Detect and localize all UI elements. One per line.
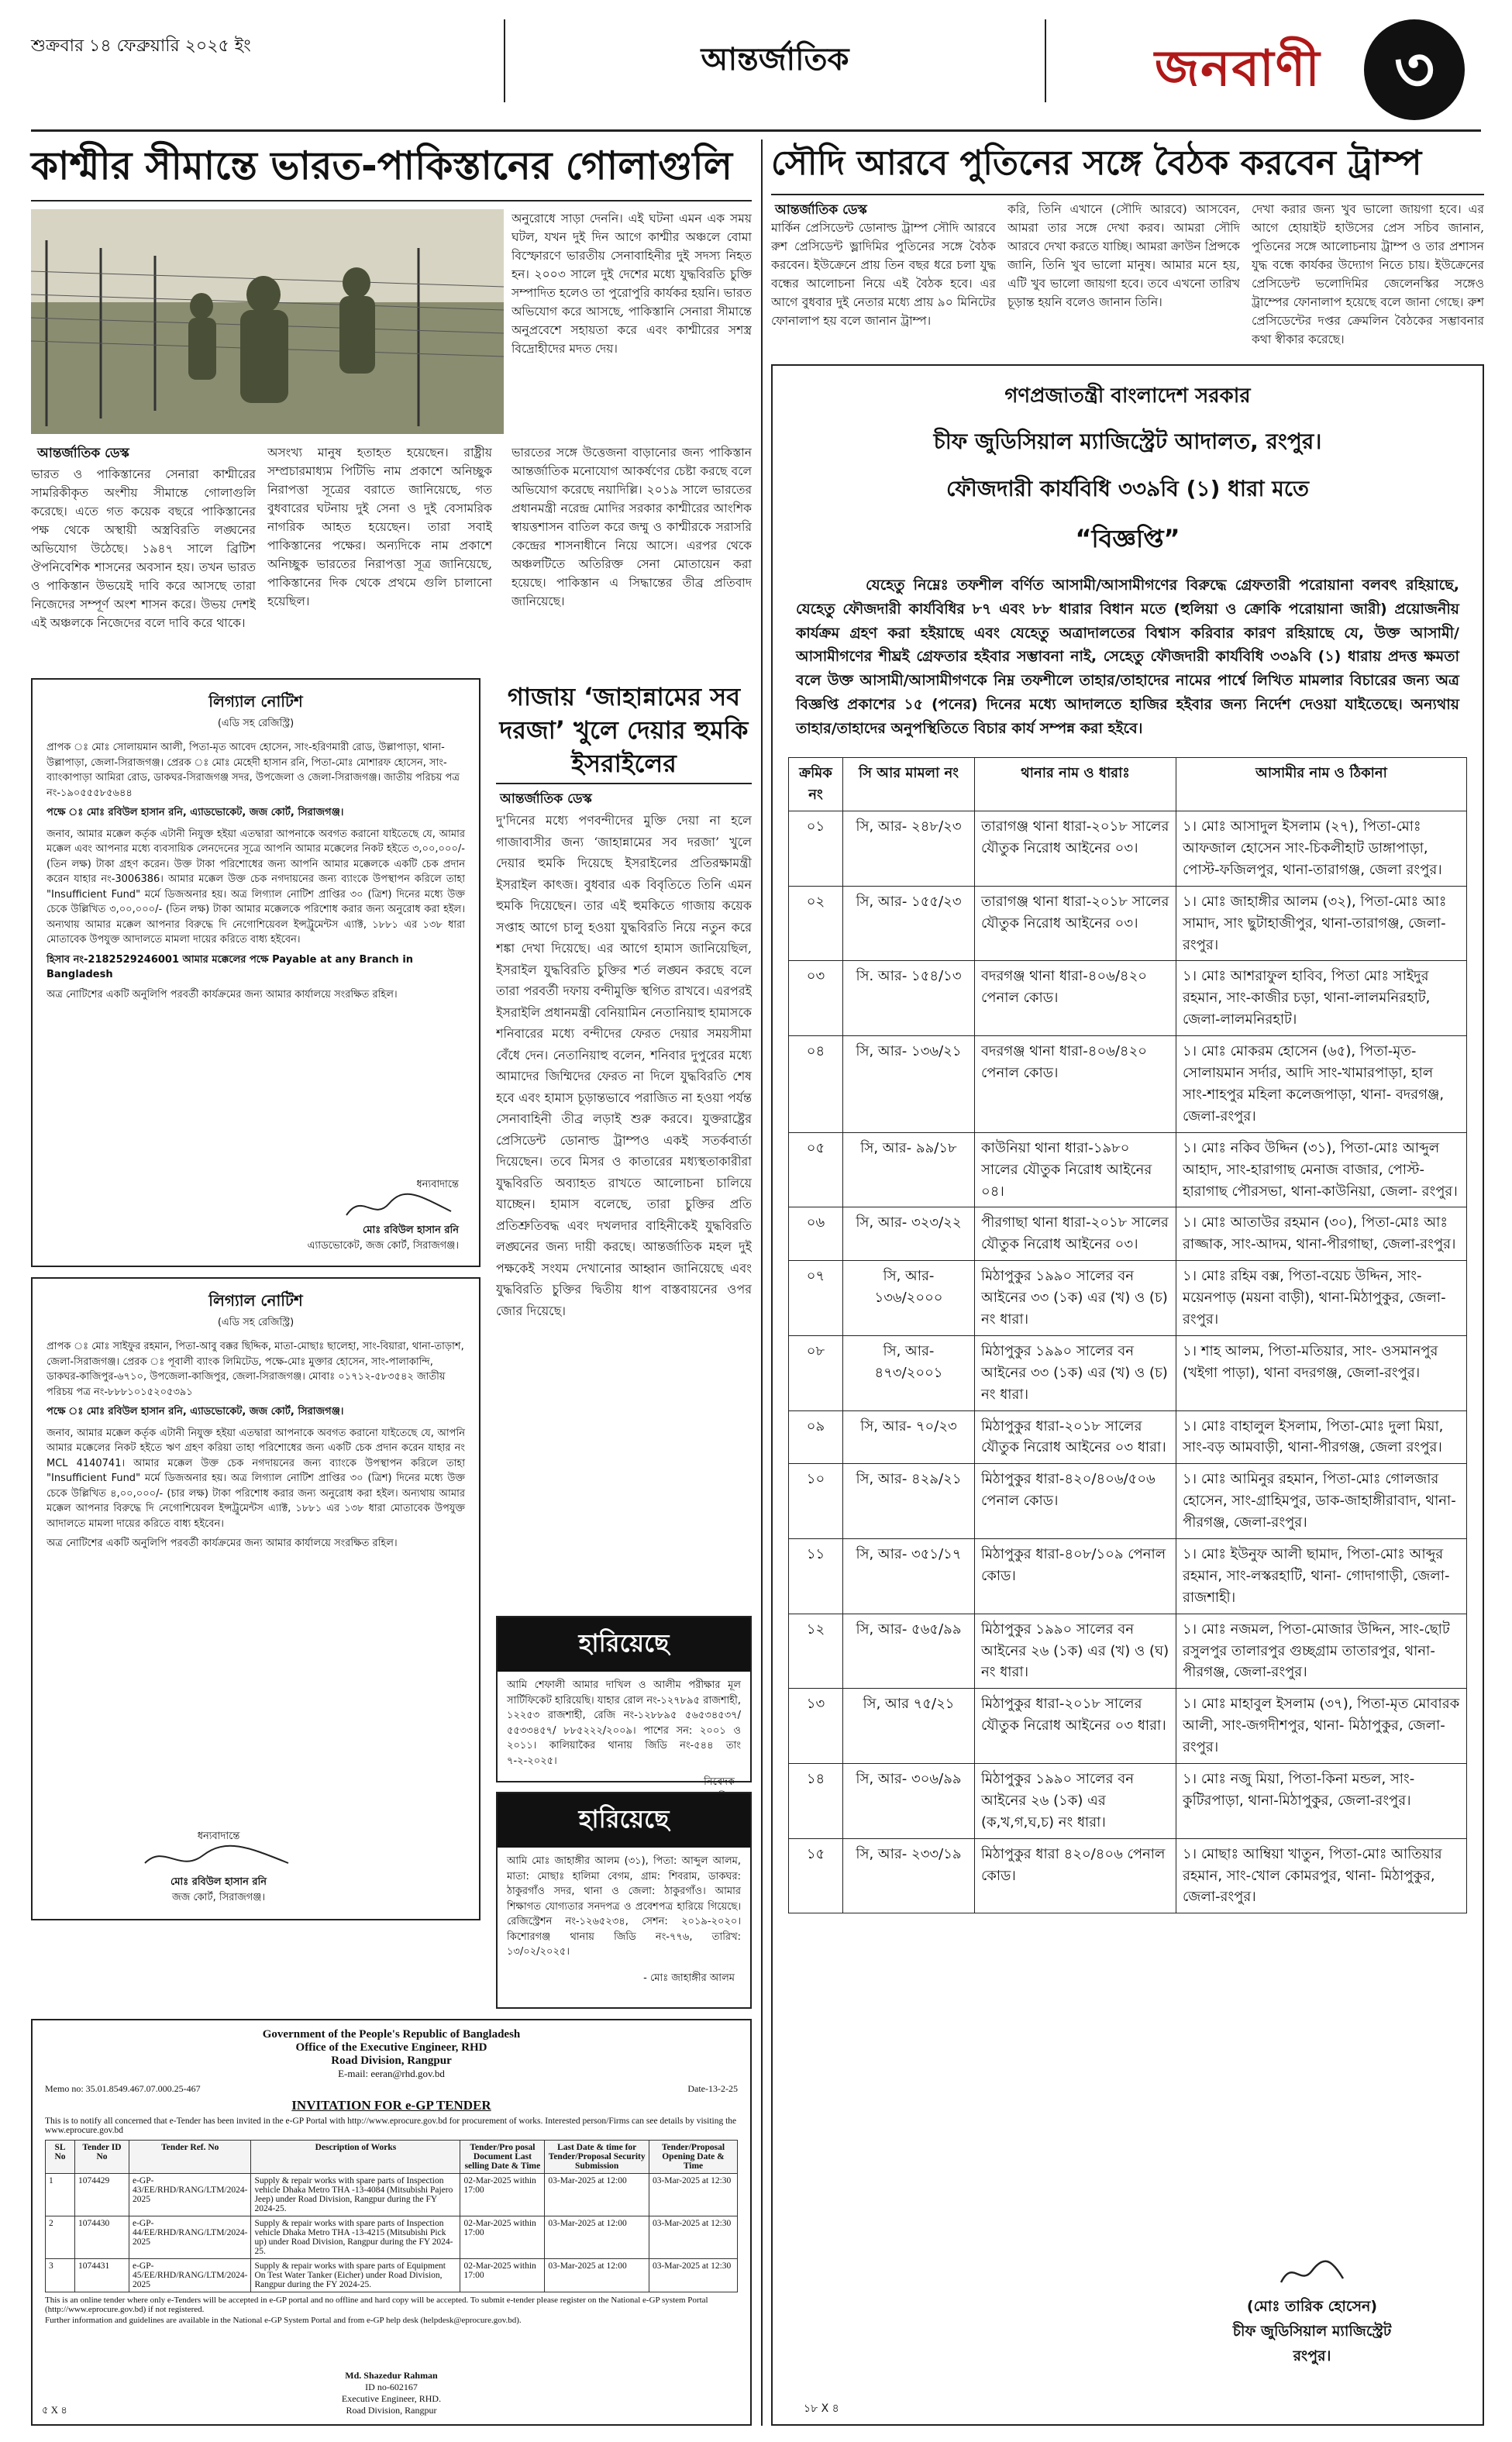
court-table [788,757,1467,1913]
legal1-signature [308,1177,459,1254]
lost2-body: আমি মোঃ জাহাঙ্গীর আলম (৩১), পিতা: আব্দুল আলম, মাতা: মোছাঃ হালিমা বেগম, গ্রাম: শিবরাম, ডাকঘর: ঠাকুরগাঁও সদর, থানা ও জেলা: ঠাকুরগাঁও। আমার শিক্ষাগত যোগ্যতার সনদপত্র ও প্রবেশপত্র হারিয়ে গিয়েছে। রেজিস্ট্রেশন নং-১২৬৫২৩৪, সেশন: ২০১৯-২০২০। কিশোরগঞ্জ থানায় জিডি নং-৭৭৬, তারিখ: ১৩/০২/২০২৫। [507,1855,741,1958]
col-header: Tender/Proposal Opening Date & Time [649,2141,737,2174]
tender-sign-role: Executive Engineer, RHD. [341,2393,442,2404]
col-header: Tender Ref. No [129,2141,251,2174]
cell-accused: ১। মোঃ আমিনুর রহমান, পিতা-মোঃ গোলজার হোসেন, সাং-গ্রাহিমপুর, ডাক-জাহাঙ্গীরাবাদ, থানা-পীরগঞ্জ, জেলা-রংপুর। [1176,1464,1467,1539]
tender-cell: Supply & repair works with spare parts of Inspection vehicle Dhaka Metro THA -13-4215 (Mitsubishi Pick up) under Road Division, Rangpur during the FY 2024-25. [251,2216,460,2259]
tender-cell: 1074429 [75,2174,129,2216]
cell-thana: মিঠাপুকুর ১৯৯০ সালের বন আইনের ৩৩ (১ক) এর (খ) ও (চ) নং ধারা। [975,1335,1176,1410]
sig-title: চীফ জুডিসিয়াল ম্যাজিস্ট্রেট [1232,2323,1392,2340]
table-row [46,2174,738,2216]
cell-sl: ০৬ [789,1207,843,1261]
tender-table-header [46,2141,738,2174]
kashmir-desk: আন্তর্জাতিক ডেস্ক [37,446,129,461]
cell-thana: বদরগঞ্জ থানা ধারা-৪০৬/৪২০ পেনাল কোড। [975,1036,1176,1133]
cell-sl: ০৯ [789,1410,843,1464]
saudi-col1: মার্কিন প্রেসিডেন্ট ডোনাল্ড ট্রাম্প সৌদি আরবে রুশ প্রেসিডেন্ট ভ্লাদিমির পুতিনের সঙ্গে বৈঠক করবেন। ইউক্রেনে প্রায় তিন বছর ধরে চলা যুদ্ধ বন্ধের আলোচনা নিয়ে এই বৈঠক হবে। এর আগে বুধবার দুই নেতার মধ্যে প্রায় ৯০ মিনিটের ফোনালাপ হয় বলে জানান ট্রাম্প। [771,221,996,329]
court-notice [771,364,1484,2426]
table-row [789,1410,1467,1464]
cell-accused: ১। মোঃ আশরাফুল হাবিব, পিতা মোঃ সাইদুর রহমান, সাং-কাজীর চড়া, থানা-লালমনিরহাট, জেলা-লালমনিরহাট। [1176,961,1467,1036]
tender-cell: 1074430 [75,2216,129,2259]
cell-cr: সি, আর- ৯৯/১৮ [843,1132,975,1207]
tender-intro: This is to notify all concerned that e-Tender has been invited in the e-GP Portal with http://www.eprocure.gov.bd for procurement of works. Interested person/Firms can see details by visiting the www.eprocure.gov.bd [45,2117,737,2135]
tender-division: Road Division, Rangpur [331,2055,452,2067]
legal1-via: পক্ষে ঃ মোঃ রবিউল হাসান রনি, এ্যাডভোকেট, জজ কোর্ট, সিরাজগঞ্জ। [46,807,344,818]
table-row [789,1538,1467,1614]
lost-notice-1 [496,1616,752,1788]
tender-cell: e-GP-43/EE/RHD/RANG/LTM/2024-2025 [129,2174,251,2216]
tender-signature [342,2370,441,2416]
cell-sl: ১৩ [789,1689,843,1764]
divider [496,783,752,784]
cell-accused: ১। মোঃ নজমল, পিতা-মোজার উদ্দিন, সাং-ছোট রসুলপুর তালারপুর গুচ্ছগ্রাম তাতারপুর, থানা-পীরগঞ্জ, জেলা-রংপুর। [1176,1614,1467,1689]
divider [31,200,752,201]
tender-office: Office of the Executive Engineer, RHD [295,2041,487,2054]
legal1-parties: প্রাপক ঃ মোঃ সোলায়মান আলী, পিতা-মৃত আবেদ হোসেন, সাং-হরিণমারী রোড, উল্লাপাড়া, থানা-উল্লাপাড়া, জেলা-সিরাজগঞ্জ। প্রেরক ঃ মোঃ মেহেদী হাসান রনি, পিতা-মোঃ মোশারফ হোসেন, সাং-ব্যাংকাপাড়া আমিরা রোড, ডাকঘর-সিরাজগঞ্জ সদর, উপজেলা ও জেলা-সিরাজগঞ্জ। জাতীয় পরিচয় পত্র নং-১৯০৫৫৫৮৫৬৪৪ [46,742,460,799]
cell-cr: সি, আর- ৭০/২৩ [843,1410,975,1464]
sig-place: রংপুর। [1293,2347,1331,2365]
kashmir-col3: অসংখ্য মানুষ হতাহত হয়েছেন। রাষ্ট্রীয় সম্প্রচারমাধ্যম পিটিভি নাম প্রকাশে অনিচ্ছুক নিরাপত্তা সূত্রের বরাতে জানিয়েছে, গত বুধবারের ঘটনায় দুই সেনা ও দুই বেসামরিক নাগরিক আহত হয়েছেন। তারা সবাই পাকিস্তানের পক্ষের। অন্যদিকে নাম প্রকাশে অনিচ্ছুক ভারতের নিরাপত্তা সূত্র জানিয়েছে, পাকিস্তানের দিক থেকে প্রথমে গুলি চালানো হয়েছিল। [267,446,492,609]
size-tag: ১৮ X ৪ [804,2402,839,2415]
table-row [789,1614,1467,1689]
cell-cr: সি, আর- ১৩৬/২০০০ [843,1261,975,1336]
lost1-bar: হারিয়েছে [498,1617,750,1672]
court-gov: গণপ্রজাতন্ত্রী বাংলাদেশ সরকার [1004,384,1251,408]
size-tag: ৫ X ৪ [42,2404,67,2416]
cell-thana: পীরগাছা থানা ধারা-২০১৮ সালের যৌতুক নিরোধ আইনের ০৩। [975,1207,1176,1261]
saudi-headline: সৌদি আরবে পুতিনের সঙ্গে বৈঠক করবেন ট্রাম্প [771,143,1422,183]
cell-thana: বদরগঞ্জ থানা ধারা-৪০৬/৪২০ পেনাল কোড। [975,961,1176,1036]
tender-cell: 3 [46,2259,75,2292]
legal1-body: জনাব, আমার মক্কেল কর্তৃক এটানী নিযুক্ত হইয়া এতদ্বারা আপনাকে অবগত করানো যাইতেছে যে, আমার মক্কেল এবং আপনার মধ্যে ব্যবসায়িক লেনদেনের সূত্রে আপনি আমার মক্কেলের নিকট হইতে ৩,০০,০০০/- (তিন লক্ষ) টাকা গ্রহণ করেন। উক্ত টাকা পরিশোধের জন্য আপনি আমার মক্কেলকে একটি চেক প্রদান করেন যাহার নং-3006386। আমার মক্কেল উক্ত চেক নগদায়নের জন্য ব্যাংকে উপস্থাপন করিলে তাহা "Insufficient Fund" মর্মে ডিজঅনার হয়। অত্র লিগ্যাল নোটিশ প্রাপ্তির ৩০ (ত্রিশ) দিনের মধ্যে উক্ত চেকে উল্লিখিত ৩,০০,০০০/- (তিন লক্ষ) টাকা আমার মক্কেলকে পরিশোধ করার জন্য অনুরোধ করা হইল। অন্যথায় আমার মক্কেল আপনার বিরুদ্ধে দি নেগোশিয়েবল ইন্সট্রুমেন্টস এ্যাক্ট, ১৮৮১ এর ১৩৮ ধারা মোতাবেক উপযুক্ত আদালতে মামলা দায়ের করিতে বাধ্য হইবেন। [46,828,465,945]
cell-thana: কাউনিয়া থানা ধারা-১৯৮০ সালের যৌতুক নিরোধ আইনের ০৪। [975,1132,1176,1207]
cell-cr: সি, আর- ৩০৬/৯৯ [843,1763,975,1838]
cell-sl: ০৮ [789,1335,843,1410]
court-table-header [789,758,1467,811]
issue-date: শুক্রবার ১৪ ফেব্রুয়ারি ২০২৫ ইং [31,36,251,56]
cell-accused: ১। মোছাঃ আম্বিয়া খাতুন, পিতা-মোঃ আতিয়ার রহমান, সাং-খোল কোমরপুর, থানা- মিঠাপুকুর, জেলা-রংপুর। [1176,1838,1467,1913]
signature-scribble [141,1844,296,1875]
cell-accused: ১। মোঃ আতাউর রহমান (৩০), পিতা-মোঃ আঃ রাজ্জাক, সাং-আদম, থানা-পীরগাছা, জেলা-রংপুর। [1176,1207,1467,1261]
cell-sl: ০১ [789,811,843,887]
col-header: Last Date & time for Tender/Proposal Security Submission [545,2141,649,2174]
tender-table-body [46,2174,738,2292]
legal1-closing: অত্র নোটিশের একটি অনুলিপি পরবর্তী কার্যক্রমের জন্য আমার কার্যালয়ে সংরক্ষিত রহিল। [46,988,398,1001]
cell-cr: সি, আর- ৫৬৫/৯৯ [843,1614,975,1689]
legal2-sub: (এডি সহ রেজিস্ট্রি) [217,1317,294,1328]
tender-table [45,2140,738,2292]
cell-cr: সি, আর- ১৫৫/২৩ [843,886,975,961]
cell-thana: তারাগঞ্জ থানা ধারা-২০১৮ সালের যৌতুক নিরোধ আইনের ০৩। [975,886,1176,961]
tender-cell: 03-Mar-2025 at 12:00 [545,2259,649,2292]
table-row [789,1335,1467,1410]
page-number: ৩ [1364,19,1465,120]
cell-accused: ১। মোঃ মাহাবুল ইসলাম (৩৭), পিতা-মৃত মোবারক আলী, সাং-জগদীশপুর, থানা- মিঠাপুকুর, জেলা-রংপুর। [1176,1689,1467,1764]
cell-thana: মিঠাপুকুর ধারা-২০১৮ সালের যৌতুক নিরোধ আইনের ০৩ ধারা। [975,1689,1176,1764]
cell-thana: মিঠাপুকুর ১৯৯০ সালের বন আইনের ২৬ (১ক) এর (খ) ও (ঘ) নং ধারা। [975,1614,1176,1689]
col-header: ক্রমিক নং [789,758,843,811]
saudi-col2: করি, তিনি এখানে (সৌদি আরবে) আসবেন, আমরা তার সঙ্গে দেখা করব। আমরা সৌদি আরবে দেখা করতে যাচ্ছি। আমরা ক্রাউন প্রিন্সকে জানি, তিনি খুব ভালো মানুষ। আমার মনে হয়, এটি খুব ভালো জায়গা হবে। তবে এখনো তারিখ চূড়ান্ত হয়নি বলেও জানান তিনি। [1007,202,1240,310]
brand-logo: জনবাণী [1155,40,1321,98]
legal-notice-2 [31,1277,480,1920]
tender-title: INVITATION FOR e-GP TENDER [291,2098,491,2113]
tender-cell: e-GP-44/EE/RHD/RANG/LTM/2024-2025 [129,2216,251,2259]
col-header: Tender ID No [75,2141,129,2174]
tender-cell: 03-Mar-2025 at 12:30 [649,2259,737,2292]
cell-thana: তারাগঞ্জ থানা ধারা-২০১৮ সালের যৌতুক নিরোধ আইনের ০৩। [975,811,1176,887]
cell-sl: ০৫ [789,1132,843,1207]
cell-accused: ১। শাহ আলম, পিতা-মতিয়ার, সাং- ওসমানপুর (খইগা পাড়া), থানা বদরগঞ্জ, জেলা-রংপুর। [1176,1335,1467,1410]
cell-cr: সি, আর- ২৪৮/২৩ [843,811,975,887]
col-header: থানার নাম ও ধারাঃ [975,758,1176,811]
table-row [789,1838,1467,1913]
legal-notice-1 [31,678,480,1267]
legal1-sign-label: ধন্যবাদান্তে [416,1178,459,1190]
tender-sign-div: Road Division, Rangpur [346,2405,437,2416]
table-row [789,1132,1467,1207]
court-table-wrap [788,757,1467,1913]
tender-cell: 1074431 [75,2259,129,2292]
col-header: Tender/Pro posal Document Last selling Date & Time [460,2141,545,2174]
cell-thana: মিঠাপুকুর ধারা-২০১৮ সালের যৌতুক নিরোধ আইনের ০৩ ধারা। [975,1410,1176,1464]
court-section: ফৌজদারী কার্যবিধি ৩৩৯বি (১) ধারা মতে [945,476,1310,501]
cell-cr: সি, আর- ১৩৬/২১ [843,1036,975,1133]
cell-accused: ১। মোঃ জাহাঙ্গীর আলম (৩২), পিতা-মোঃ আঃ সামাদ, সাং ছুটাহাজীপুর, থানা-তারাগঞ্জ, জেলা-রংপুর। [1176,886,1467,961]
cell-cr: সি, আর ৭৫/২১ [843,1689,975,1764]
cell-sl: ১৫ [789,1838,843,1913]
lost2-sign: - মোঃ জাহাঙ্গীর আলম [643,1972,735,1984]
divider [771,194,1484,195]
tender-notice [31,2019,752,2426]
border-patrol-photo [31,209,504,434]
cell-cr: সি, আর- ২৩৩/১৯ [843,1838,975,1913]
tender-cell: 03-Mar-2025 at 12:30 [649,2174,737,2216]
cell-sl: ০৪ [789,1036,843,1133]
kashmir-col1: ভারত ও পাকিস্তানের সেনারা কাশ্মীরের সামরিকীকৃত অংশীয় সীমান্তে গোলাগুলি করেছে। এতে গত কয়েক বছরে পাকিস্তানের পক্ষ থেকে অস্থায়ী অস্ত্রবিরতি লঙ্ঘনের অভিযোগ উঠেছে। ১৯৪৭ সালে ব্রিটিশ ঔপনিবেশিক শাসনের অবসান হয়। তখন ভারত ও পাকিস্তান উভয়েই দাবি করে আসছে তারা নিজেদের সম্পূর্ণ অংশ শাসন করে। উভয় দেশই এই অঞ্চলকে নিজেদের বলে দাবি করে থাকে। [31,467,256,631]
cell-sl: ১৪ [789,1763,843,1838]
cell-cr: সি, আর- ৩২৩/২২ [843,1207,975,1261]
legal1-account: হিসাব নং-2182529246001 আমার মক্কেলের পক্ষে Payable at any Branch in Bangladesh [46,953,414,980]
cell-sl: ০২ [789,886,843,961]
table-row [789,1207,1467,1261]
legal2-body: জনাব, আমার মক্কেল কর্তৃক এটানী নিযুক্ত হইয়া এতদ্বারা আপনাকে অবগত করানো যাইতেছে যে, আপনি আমার মক্কেলের নিকট হইতে ঋণ গ্রহণ করিয়া তাহা পরিশোধের জন্য একটি চেক প্রদান করেন যাহার নং MCL 4140741। আমার মক্কেল উক্ত চেক নগদায়নের জন্য ব্যাংকে উপস্থাপন করিলে তাহা "Insufficient Fund" মর্মে ডিজঅনার হয়। অত্র লিগ্যাল নোটিশ প্রাপ্তির ৩০ (ত্রিশ) দিনের মধ্যে উক্ত চেকে উল্লিখিত ৪,০০,০০০/- (চার লক্ষ) টাকা পরিশোধ করার জন্য অনুরোধ করা হইল। অন্যথায় আমার মক্কেল আপনার বিরুদ্ধে দি নেগোশিয়েবল ইন্সট্রুমেন্টস এ্যাক্ট, ১৮৮১ এর ১৩৮ ধারা মোতাবেক উপযুক্ত আদালতে মামলা দায়ের করিতে বাধ্য হইবেন। [46,1427,465,1530]
gaza-body: দু'দিনের মধ্যে পণবন্দীদের মুক্তি দেয়া না হলে গাজাবাসীর জন্য ‘জাহান্নামের সব দরজা’ খুলে দেয়ার হুমকি দিয়েছে ইসরাইলের প্রতিরক্ষামন্ত্রী ইসরাইল কাৎজ। বুধবার এক বিবৃতিতে তিনি এমন হুমকি দিয়েছেন। তার এই হুমকিতে গাজায় কয়েক সপ্তাহ আগে চালু হওয়া যুদ্ধবিরতি নিয়ে নতুন করে শঙ্কা দেখা দিয়েছে। এর আগে হামাস জানিয়েছিল, ইসরাইল যুদ্ধবিরতি চুক্তির শর্ত লঙ্ঘন করছে বলে তারা পরবর্তী দফায় বন্দীমুক্তি স্থগিত রাখবে। এরপরই ইসরাইলি প্রধানমন্ত্রী বেনিয়ামিন নেতানিয়াহু হামাসকে শনিবারের মধ্যে বন্দীদের ফেরত দেয়ার সময়সীমা বেঁধে দেন। নেতানিয়াহু বলেন, শনিবার দুপুরের মধ্যে আমাদের জিম্মিদের ফেরত না দিলে যুদ্ধবিরতি শেষ হবে এবং হামাস চূড়ান্তভাবে পরাজিত না হওয়া পর্যন্ত সেনাবাহিনী তীব্র লড়াই শুরু করবে। যুক্তরাষ্ট্রের প্রেসিডেন্ট ডোনাল্ড ট্রাম্পও একই সতর্কবার্তা দিয়েছেন। তবে মিসর ও কাতারের মধ্যস্থতাকারীরা যুদ্ধবিরতি অব্যাহত রাখতে আলোচনা চালিয়ে যাচ্ছেন। হামাস বলেছে, তারা চুক্তির প্রতি প্রতিশ্রুতিবদ্ধ এবং দখলদার বাহিনীকেই যুদ্ধবিরতি লঙ্ঘনের জন্য দায়ী করছে। আন্তর্জাতিক মহল দুই পক্ষকেই সংযম দেখানোর আহ্বান জানিয়েছে এবং যুদ্ধবিরতি চুক্তির দ্বিতীয় ধাপ বাস্তবায়নের ওপর জোর দিয়েছে। [496,813,752,1318]
cell-accused: ১। মোঃ নজু মিয়া, পিতা-কিনা মন্ডল, সাং- কুটিরপাড়া, থানা-মিঠাপুকুর, জেলা-রংপুর। [1176,1763,1467,1838]
cell-thana: মিঠাপুকুর ১৯৯০ সালের বন আইনের ৩৩ (১ক) এর (খ) ও (চ) নং ধারা। [975,1261,1176,1336]
court-title: “বিজ্ঞপ্তি” [1075,524,1180,553]
cell-thana: মিঠাপুকুর ধারা-৪০৮/১০৯ পেনাল কোড। [975,1538,1176,1614]
tender-cell: 02-Mar-2025 within 17:00 [460,2259,545,2292]
cell-accused: ১। মোঃ বাহালুল ইসলাম, পিতা-মোঃ দুলা মিয়া, সাং-বড় আমবাড়ী, থানা-পীরগঞ্জ, জেলা রংপুর। [1176,1410,1467,1464]
section-title: আন্তর্জাতিক [504,19,1046,102]
court-signature [1188,2255,1436,2370]
cell-cr: সি, আর- ৪৭৩/২০০১ [843,1335,975,1410]
signature-scribble [1277,2255,1347,2291]
kashmir-col2: অনুরোধে সাড়া দেননি। এই ঘটনা এমন এক সময় ঘটল, যখন দুই দিন আগে কাশ্মীর অঞ্চলে বোমা বিস্ফোরণে ভারতীয় সেনাবাহিনীর দুই সদস্য নিহত হন। ২০০৩ সালে দুই দেশের মধ্যে যুদ্ধবিরতি চুক্তি সম্পাদিত হলেও তা পুরোপুরি কার্যকর হয়নি। ভারত অভিযোগ করে আসছে, পাকিস্তানি সেনারা সীমান্তে অনুপ্রবেশে সহায়তা করে এবং কাশ্মীরের সশস্ত্র বিদ্রোহীদের মদত দেয়। [511,212,752,356]
legal2-signature [141,1829,296,1906]
legal1-sub: (এডি সহ রেজিস্ট্রি) [217,718,294,729]
tender-cell: 03-Mar-2025 at 12:30 [649,2216,737,2259]
tender-cell: 02-Mar-2025 within 17:00 [460,2216,545,2259]
lost2-bar: হারিয়েছে [498,1793,750,1848]
tender-date: Date-13-2-25 [687,2083,738,2094]
table-row [789,1261,1467,1336]
court-table-body [789,811,1467,1913]
lost1-sign-label: নিবেদক [704,1776,735,1788]
col-header: আসামীর নাম ও ঠিকানা [1176,758,1467,811]
table-row [789,886,1467,961]
cell-accused: ১। মোঃ আসাদুল ইসলাম (২৭), পিতা-মোঃ আফজাল হোসেন সাং-চিকলীহাট ডাঙ্গাপাড়া, পোস্ট-ফজিলপুর, থানা-তারাগঞ্জ, জেলা রংপুর। [1176,811,1467,887]
cell-sl: ০৩ [789,961,843,1036]
lost-notice-2 [496,1792,752,2009]
cell-sl: ১০ [789,1464,843,1539]
column-rule [761,139,763,2426]
legal2-sign-name: মোঃ রবিউল হাসান রনি [170,1876,267,1888]
legal2-via: পক্ষে ঃ মোঃ রবিউল হাসান রনি, এ্যাডভোকেট, জজ কোর্ট, সিরাজগঞ্জ। [46,1406,344,1417]
court-name: চীফ জুডিসিয়াল ম্যাজিস্ট্রেট আদালত, রংপুর। [933,429,1322,454]
lost1-body: আমি শেফালী আমার দাখিল ও আলীম পরীক্ষার মূল সার্টিফিকেট হারিয়েছি। যাহার রোল নং-১২৭৮৯৫ রাজশাহী, ১২২৫৩ রাজশাহী, রেজি নং-১২৮৮৯৫ ৫৬৫৩৪৫৩৭/ ৫৫৩৩৪৫৭/ ৮৮৫২২২/২০০৯। পাশের সন: ২০০১ ও ২০১১। কালিয়াকৈর থানায় জিডি নং-৫৪৪ তাং ৭-২-২০২৫। [507,1679,741,1767]
cell-sl: ০৭ [789,1261,843,1336]
signature-scribble [308,1192,459,1223]
col-header: Description of Works [251,2141,460,2174]
tender-cell: Supply & repair works with spare parts of Equipment On Test Water Tanker (Eicher) under Road Division, Rangpur during the FY 2024-25. [251,2259,460,2292]
cell-thana: মিঠাপুকুর ধারা ৪২০/৪০৬ পেনাল কোড। [975,1838,1176,1913]
cell-accused: ১। মোঃ নকিব উদ্দিন (৩১), পিতা-মোঃ আব্দুল আহাদ, সাং-হারাগাছ মেনাজ বাজার, পোস্ট- হারাগাছ পৌরসভা, থানা-কাউনিয়া, জেলা- রংপুর। [1176,1132,1467,1207]
masthead [31,15,1481,132]
saudi-desk: আন্তর্জাতিক ডেস্ক [775,202,867,218]
table-row [789,1763,1467,1838]
cell-sl: ১২ [789,1614,843,1689]
tender-cell: 02-Mar-2025 within 17:00 [460,2174,545,2216]
tender-cell: 1 [46,2174,75,2216]
cell-accused: ১। মোঃ ইউনুফ আলী ছামাদ, পিতা-মোঃ আব্দুর রহমান, সাং-লস্করহাটি, থানা- গোদাগাড়ী, জেলা-রাজশাহী। [1176,1538,1467,1614]
cell-accused: ১। মোঃ মোকরম হোসেন (৬৫), পিতা-মৃত- সোলায়মান সর্দার, আদি সাং-খামারপাড়া, হাল সাং-শাহপুর মহিলা কলেজপাড়া, থানা- বদরগঞ্জ, জেলা-রংপুর। [1176,1036,1467,1133]
col-header: সি আর মামলা নং [843,758,975,811]
tender-memo-row [45,2083,738,2095]
col-header: SL No [46,2141,75,2174]
tender-cell: 2 [46,2216,75,2259]
cell-thana: মিঠাপুকুর ধারা-৪২০/৪০৬/৫০৬ পেনাল কোড। [975,1464,1176,1539]
tender-cell: 03-Mar-2025 at 12:00 [545,2216,649,2259]
tender-further: Further information and guidelines are available in the National e-GP System Portal and from e-GP help desk (helpdesk@eprocure.gov.bd). [45,2316,522,2325]
sig-name: (মোঃ তারিক হোসেন) [1246,2298,1378,2315]
table-row [789,1689,1467,1764]
cell-sl: ১১ [789,1538,843,1614]
cell-accused: ১। মোঃ রহিম বক্স, পিতা-বয়েচ উদ্দিন, সাং- ময়েনপাড় (ময়না বাড়ী), থানা-মিঠাপুকুর, জেলা-রংপুর। [1176,1261,1467,1336]
tender-gov: Government of the People's Republic of Bangladesh [262,2028,521,2041]
legal2-sign-role: জজ কোর্ট, সিরাজগঞ্জ। [171,1891,265,1903]
legal2-sign-label: ধন্যবাদান্তে [197,1830,240,1842]
tender-note: This is an online tender where only e-Tenders will be accepted in e-GP portal and no offline and hard copy will be accepted. To submit e-tender please register on the National e-GP system Portal (http://www.eprocure.gov.bd) if not registered. [45,2296,708,2314]
cell-thana: মিঠাপুকুর ১৯৯০ সালের বন আইনের ২৬ (১ক) এর (ক,খ,গ,ঘ,চ) নং ধারা। [975,1763,1176,1838]
table-row [789,1036,1467,1133]
table-row [46,2216,738,2259]
table-row [789,961,1467,1036]
cell-cr: সি, আর- ৩৫১/১৭ [843,1538,975,1614]
tender-email: E-mail: eeran@rhd.gov.bd [338,2068,445,2079]
legal1-sign-name: মোঃ রবিউল হাসান রনি [362,1224,459,1236]
legal1-sign-role: এ্যাডভোকেট, জজ কোর্ট, সিরাজগঞ্জ। [307,1239,459,1252]
gaza-desk: আন্তর্জাতিক ডেস্ক [500,791,592,807]
legal2-title: লিগ্যাল নোটিশ [208,1291,303,1310]
table-row [789,811,1467,887]
gaza-headline: গাজায় ‘জাহান্নামের সব দরজা’ খুলে দেয়ার হুমকি ইসরাইলের [499,682,749,779]
tender-cell: 03-Mar-2025 at 12:00 [545,2174,649,2216]
saudi-col3: দেখা করার জন্য খুব ভালো জায়গা হবে। এর আগে হোয়াইট হাউসের প্রেস সচিব জানান, পুতিনের সঙ্গে আলোচনায় ট্রাম্প ও তার প্রশাসন যুদ্ধ বন্ধে কার্যকর উদ্যোগ নিতে চায়। ইউক্রেনের প্রেসিডেন্ট ভলোদিমির জেলেনস্কির সঙ্গেও ট্রাম্পের ফোনালাপ হয়েছে বলে জানা গেছে। রুশ প্রেসিডেন্টের দপ্তর ক্রেমলিন বৈঠকের সম্ভাবনার কথা স্বীকার করেছে। [1252,202,1484,347]
table-row [46,2259,738,2292]
cell-cr: সি. আর- ১৫৪/১৩ [843,961,975,1036]
tender-memo: Memo no: 35.01.8549.467.07.000.25-467 [45,2083,201,2094]
legal1-title: লিগ্যাল নোটিশ [208,692,303,711]
kashmir-col4: ভারতের সঙ্গে উত্তেজনা বাড়ানোর জন্য পাকিস্তান আন্তর্জাতিক মনোযোগ আকর্ষণের চেষ্টা করছে বলে অভিযোগ করেছে নয়াদিল্লি। ২০১৯ সালে ভারতের প্রধানমন্ত্রী নরেন্দ্র মোদির সরকার কাশ্মীরের আংশিক স্বায়ত্তশাসন বাতিল করে জম্মু ও কাশ্মীরকে সরাসরি কেন্দ্রের শাসনাধীনে নিয়ে আসে। এরপর থেকে অঞ্চলটিতে অতিরিক্ত সেনা মোতায়েন করা হয়েছে। পাকিস্তান এ সিদ্ধান্তের তীব্র প্রতিবাদ জানিয়েছে। [511,446,752,609]
kashmir-headline: কাশ্মীর সীমান্তে ভারত-পাকিস্তানের গোলাগুলি [31,143,732,188]
tender-sign-name: Md. Shazedur Rahman [345,2370,438,2381]
legal2-parties: প্রাপক ঃ মোঃ সাইফুর রহমান, পিতা-আবু বক্কর ছিদ্দিক, মাতা-মোছাঃ ছালেহা, সাং-বিয়ারা, থানা-তাড়াশ, জেলা-সিরাজগঞ্জ। প্রেরক ঃ পূবালী ব্যাংক লিমিটেড, পক্ষে-মোঃ মুক্তার হোসেন, সাং-পালাকান্দি, ডাকঘর-কাজিপুর-৬৭১০, উপজেলা-কাজিপুর, জেলা-সিরাজগঞ্জ। মোবাঃ ০১৭১২-৫৮৩৫৪২ জাতীয় পরিচয় পত্র নং-৮৮৮১০১৫২০৫৩৯১ [46,1341,464,1398]
court-body: যেহেতু নিম্নেঃ তফশীল বর্ণিত আসামী/আসামীগণের বিরুদ্ধে গ্রেফতারী পরোয়ানা বলবৎ রহিয়াছে, যেহেতু ফৌজদারী কার্যবিধির ৮৭ এবং ৮৮ ধারার বিধান মতে (হুলিয়া ও ক্রোকি পরোয়ানা জারী) প্রয়োজনীয় কার্যক্রম গ্রহণ করা হইয়াছে এবং যেহেতু অত্রাদালতের বিশ্বাস করিবার কারণ রহিয়াছে যে, উক্ত আসামী/আসামীগণের শীঘ্রই গ্রেফতার হইবার সম্ভাবনা নাই, সেহেতু ফৌজদারী কার্যবিধি ৩৩৯বি (১) ধারায় প্রদত্ত ক্ষমতা বলে উক্ত আসামী/আসামীগণকে নিম্ন তফশীলে তাহার/তাহাদের নামের পার্শ্বে লিখিত মামলার বিচারের জন্য অত্র বিজ্ঞপ্তি প্রকাশের ১৫ (পনের) দিনের মধ্যে আদালতে হাজির হইবার জন্য নির্দেশ দেওয়া যাইতেছে। অন্যথায় তাহার/তাহাদের অনুপস্থিতিতে বিচার কার্য সম্পন্ন করা হইবে। [796,577,1459,737]
tender-cell: Supply & repair works with spare parts of Inspection vehicle Dhaka Metro THA -13-4084 (Mitsubishi Pajero Jeep) under Road Division, Rangpur during the FY 2024-25. [251,2174,460,2216]
table-row [789,1464,1467,1539]
cell-cr: সি, আর- ৪২৯/২১ [843,1464,975,1539]
legal2-closing: অত্র নোটিশের একটি অনুলিপি পরবর্তী কার্যক্রমের জন্য আমার কার্যালয়ে সংরক্ষিত রহিল। [46,1538,398,1549]
tender-sign-id: ID no-602167 [365,2382,418,2392]
tender-cell: e-GP-45/EE/RHD/RANG/LTM/2024-2025 [129,2259,251,2292]
